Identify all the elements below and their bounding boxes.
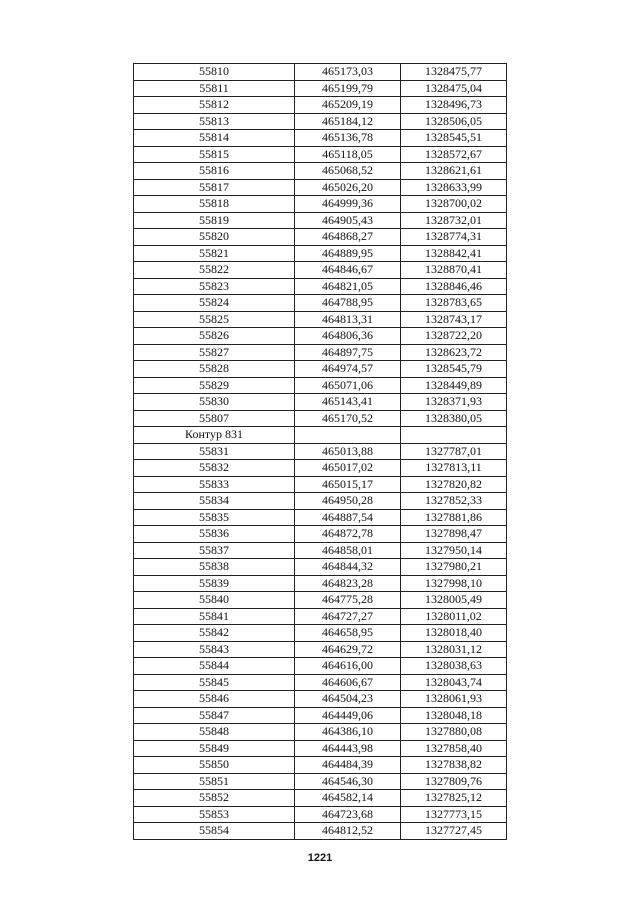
page-number: 1221: [307, 852, 333, 864]
x-coordinate-cell: 464844,32: [295, 559, 401, 576]
table-row: [134, 674, 507, 691]
y-coordinate-cell: 1328623,72: [401, 344, 507, 361]
point-number-cell: 55839: [134, 575, 295, 592]
point-number-cell: 55845: [134, 674, 295, 691]
x-coordinate-cell: 464629,72: [295, 641, 401, 658]
x-coordinate-cell: 465071,06: [295, 377, 401, 394]
table-row: [134, 757, 507, 774]
x-coordinate-cell: 464582,14: [295, 790, 401, 807]
x-coordinate-cell: 464858,01: [295, 542, 401, 559]
y-coordinate-cell: 1328722,20: [401, 328, 507, 345]
y-coordinate-cell: 1328380,05: [401, 410, 507, 427]
y-coordinate-cell: 1327820,82: [401, 476, 507, 493]
y-coordinate-cell: 1328031,12: [401, 641, 507, 658]
y-coordinate-cell: 1328545,51: [401, 130, 507, 147]
table-row: [134, 592, 507, 609]
table-row: [134, 443, 507, 460]
x-coordinate-cell: 464616,00: [295, 658, 401, 675]
point-number-cell: 55840: [134, 592, 295, 609]
point-number-cell: 55851: [134, 773, 295, 790]
table-row: [134, 80, 507, 97]
y-coordinate-cell: 1328449,89: [401, 377, 507, 394]
table-row: [134, 542, 507, 559]
point-number-cell: 55818: [134, 196, 295, 213]
table-row: [134, 113, 507, 130]
x-coordinate-cell: 465136,78: [295, 130, 401, 147]
point-number-cell: 55827: [134, 344, 295, 361]
x-coordinate-cell: 465026,20: [295, 179, 401, 196]
table-row: [134, 526, 507, 543]
table-row: [134, 130, 507, 147]
x-coordinate-cell: 464504,23: [295, 691, 401, 708]
y-coordinate-cell: 1327838,82: [401, 757, 507, 774]
y-coordinate-cell: 1328506,05: [401, 113, 507, 130]
y-coordinate-cell: 1328048,18: [401, 707, 507, 724]
table-row: [134, 295, 507, 312]
coordinates-table-body: [134, 64, 507, 840]
x-coordinate-cell: 464846,67: [295, 262, 401, 279]
x-coordinate-cell: 465209,19: [295, 97, 401, 114]
table-row: [134, 262, 507, 279]
point-number-cell: 55826: [134, 328, 295, 345]
y-coordinate-cell: 1328572,67: [401, 146, 507, 163]
y-coordinate-cell: 1328018,40: [401, 625, 507, 642]
point-number-cell: 55838: [134, 559, 295, 576]
y-coordinate-cell: 1327898,47: [401, 526, 507, 543]
point-number-cell: 55843: [134, 641, 295, 658]
table-row: [134, 790, 507, 807]
y-coordinate-cell: 1328842,41: [401, 245, 507, 262]
table-row: [134, 344, 507, 361]
y-coordinate-cell: 1328783,65: [401, 295, 507, 312]
point-number-cell: 55844: [134, 658, 295, 675]
x-coordinate-cell: 465015,17: [295, 476, 401, 493]
y-coordinate-cell: 1327773,15: [401, 806, 507, 823]
x-coordinate-cell: 464449,06: [295, 707, 401, 724]
point-number-cell: 55853: [134, 806, 295, 823]
point-number-cell: 55831: [134, 443, 295, 460]
y-coordinate-cell: 1327950,14: [401, 542, 507, 559]
point-number-cell: 55821: [134, 245, 295, 262]
table-row: [134, 641, 507, 658]
y-coordinate-cell: 1328011,02: [401, 608, 507, 625]
y-coordinate-cell: 1328061,93: [401, 691, 507, 708]
y-coordinate-cell: 1328496,73: [401, 97, 507, 114]
contour-header-row: [134, 427, 507, 444]
y-coordinate-cell: 1328846,46: [401, 278, 507, 295]
x-coordinate-cell: 464872,78: [295, 526, 401, 543]
y-coordinate-cell: 1327858,40: [401, 740, 507, 757]
point-number-cell: 55854: [134, 823, 295, 840]
table-row: [134, 212, 507, 229]
table-row: [134, 97, 507, 114]
table-row: [134, 394, 507, 411]
y-coordinate-cell: 1327809,76: [401, 773, 507, 790]
table-row: [134, 724, 507, 741]
x-coordinate-cell: 464821,05: [295, 278, 401, 295]
contour-label: Контур 831: [134, 427, 295, 444]
x-coordinate-cell: 464484,39: [295, 757, 401, 774]
y-coordinate-cell: 1328621,61: [401, 163, 507, 180]
table-row: [134, 773, 507, 790]
table-row: [134, 146, 507, 163]
point-number-cell: 55825: [134, 311, 295, 328]
y-coordinate-cell: 1328774,31: [401, 229, 507, 246]
point-number-cell: 55835: [134, 509, 295, 526]
table-row: [134, 740, 507, 757]
table-row: [134, 311, 507, 328]
point-number-cell: 55822: [134, 262, 295, 279]
table-row: [134, 163, 507, 180]
coordinates-table: [133, 63, 507, 840]
y-coordinate-cell: 1327980,21: [401, 559, 507, 576]
x-coordinate-cell: 465013,88: [295, 443, 401, 460]
point-number-cell: 55817: [134, 179, 295, 196]
point-number-cell: 55812: [134, 97, 295, 114]
x-coordinate-cell: 464823,28: [295, 575, 401, 592]
x-coordinate-cell: 464723,68: [295, 806, 401, 823]
y-coordinate-cell: 1328038,63: [401, 658, 507, 675]
table-row: [134, 278, 507, 295]
y-coordinate-cell: 1328743,17: [401, 311, 507, 328]
x-coordinate-cell: 465199,79: [295, 80, 401, 97]
point-number-cell: 55837: [134, 542, 295, 559]
x-coordinate-cell: 465170,52: [295, 410, 401, 427]
table-row: [134, 377, 507, 394]
y-coordinate-cell: 1328005,49: [401, 592, 507, 609]
x-coordinate-cell: 464806,36: [295, 328, 401, 345]
y-coordinate-cell: 1328475,77: [401, 64, 507, 81]
point-number-cell: 55852: [134, 790, 295, 807]
x-coordinate-cell: 464443,98: [295, 740, 401, 757]
point-number-cell: 55811: [134, 80, 295, 97]
table-row: [134, 179, 507, 196]
empty-cell: [401, 427, 507, 444]
table-row: [134, 658, 507, 675]
x-coordinate-cell: 465068,52: [295, 163, 401, 180]
x-coordinate-cell: 464897,75: [295, 344, 401, 361]
point-number-cell: 55813: [134, 113, 295, 130]
table-row: [134, 229, 507, 246]
x-coordinate-cell: 464813,31: [295, 311, 401, 328]
point-number-cell: 55830: [134, 394, 295, 411]
point-number-cell: 55816: [134, 163, 295, 180]
y-coordinate-cell: 1328700,02: [401, 196, 507, 213]
point-number-cell: 55846: [134, 691, 295, 708]
x-coordinate-cell: 464950,28: [295, 493, 401, 510]
point-number-cell: 55810: [134, 64, 295, 81]
table-row: [134, 476, 507, 493]
point-number-cell: 55849: [134, 740, 295, 757]
point-number-cell: 55823: [134, 278, 295, 295]
y-coordinate-cell: 1327998,10: [401, 575, 507, 592]
table-row: [134, 559, 507, 576]
y-coordinate-cell: 1327787,01: [401, 443, 507, 460]
y-coordinate-cell: 1328371,93: [401, 394, 507, 411]
x-coordinate-cell: 464386,10: [295, 724, 401, 741]
point-number-cell: 55847: [134, 707, 295, 724]
table-row: [134, 625, 507, 642]
y-coordinate-cell: 1328545,79: [401, 361, 507, 378]
x-coordinate-cell: 464775,28: [295, 592, 401, 609]
x-coordinate-cell: 464727,27: [295, 608, 401, 625]
point-number-cell: 55819: [134, 212, 295, 229]
y-coordinate-cell: 1327727,45: [401, 823, 507, 840]
point-number-cell: 55824: [134, 295, 295, 312]
table-row: [134, 410, 507, 427]
y-coordinate-cell: 1328633,99: [401, 179, 507, 196]
point-number-cell: 55836: [134, 526, 295, 543]
x-coordinate-cell: 464546,30: [295, 773, 401, 790]
y-coordinate-cell: 1328475,04: [401, 80, 507, 97]
point-number-cell: 55814: [134, 130, 295, 147]
y-coordinate-cell: 1328043,74: [401, 674, 507, 691]
point-number-cell: 55841: [134, 608, 295, 625]
table-row: [134, 361, 507, 378]
point-number-cell: 55834: [134, 493, 295, 510]
table-row: [134, 493, 507, 510]
x-coordinate-cell: 464974,57: [295, 361, 401, 378]
y-coordinate-cell: 1328870,41: [401, 262, 507, 279]
table-row: [134, 328, 507, 345]
point-number-cell: 55850: [134, 757, 295, 774]
table-row: [134, 707, 507, 724]
table-row: [134, 509, 507, 526]
table-row: [134, 608, 507, 625]
table-row: [134, 196, 507, 213]
x-coordinate-cell: 464999,36: [295, 196, 401, 213]
point-number-cell: 55848: [134, 724, 295, 741]
y-coordinate-cell: 1327881,86: [401, 509, 507, 526]
point-number-cell: 55815: [134, 146, 295, 163]
y-coordinate-cell: 1327825,12: [401, 790, 507, 807]
empty-cell: [295, 427, 401, 444]
table-row: [134, 575, 507, 592]
x-coordinate-cell: 464868,27: [295, 229, 401, 246]
x-coordinate-cell: 464658,95: [295, 625, 401, 642]
x-coordinate-cell: 464812,52: [295, 823, 401, 840]
x-coordinate-cell: 465143,41: [295, 394, 401, 411]
x-coordinate-cell: 465173,03: [295, 64, 401, 81]
x-coordinate-cell: 465118,05: [295, 146, 401, 163]
y-coordinate-cell: 1327813,11: [401, 460, 507, 477]
table-row: [134, 806, 507, 823]
y-coordinate-cell: 1327852,33: [401, 493, 507, 510]
point-number-cell: 55820: [134, 229, 295, 246]
y-coordinate-cell: 1328732,01: [401, 212, 507, 229]
table-row: [134, 245, 507, 262]
x-coordinate-cell: 465184,12: [295, 113, 401, 130]
point-number-cell: 55842: [134, 625, 295, 642]
table-row: [134, 64, 507, 81]
table-row: [134, 460, 507, 477]
x-coordinate-cell: 464606,67: [295, 674, 401, 691]
point-number-cell: 55829: [134, 377, 295, 394]
point-number-cell: 55807: [134, 410, 295, 427]
point-number-cell: 55833: [134, 476, 295, 493]
x-coordinate-cell: 464905,43: [295, 212, 401, 229]
y-coordinate-cell: 1327880,08: [401, 724, 507, 741]
table-row: [134, 691, 507, 708]
x-coordinate-cell: 464788,95: [295, 295, 401, 312]
table-row: [134, 823, 507, 840]
x-coordinate-cell: 464889,95: [295, 245, 401, 262]
point-number-cell: 55832: [134, 460, 295, 477]
x-coordinate-cell: 464887,54: [295, 509, 401, 526]
point-number-cell: 55828: [134, 361, 295, 378]
x-coordinate-cell: 465017,02: [295, 460, 401, 477]
